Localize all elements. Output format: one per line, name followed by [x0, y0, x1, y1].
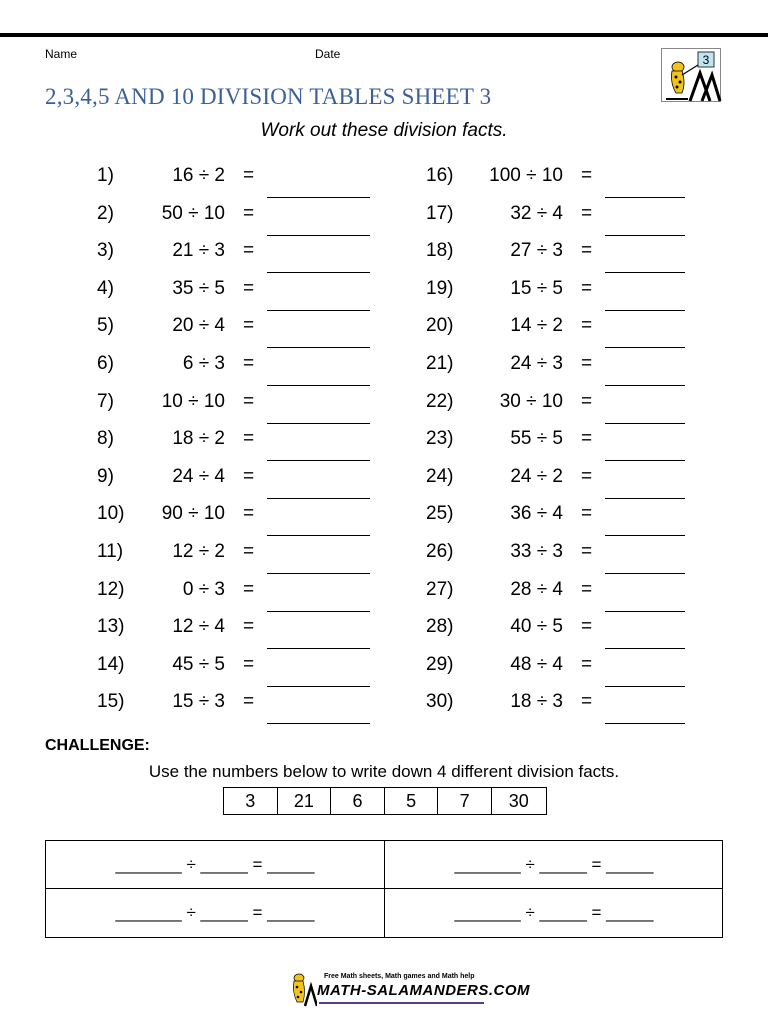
footer-tagline: Free Math sheets, Math games and Math help: [324, 973, 475, 980]
challenge-numbers-box: [223, 787, 547, 815]
equals-sign: =: [243, 616, 255, 638]
problem-expression: 21 ÷ 3: [172, 240, 225, 262]
problem-number: 16): [426, 165, 454, 186]
problem-row: [0, 654, 768, 692]
problem-number: 4): [97, 277, 114, 299]
logo-badge-text: 3: [702, 53, 710, 67]
challenge-answer-blank[interactable]: _______ ÷ _____ = _____: [454, 855, 654, 874]
answer-blank[interactable]: [605, 353, 685, 386]
problem-row: [0, 240, 768, 278]
equals-sign: =: [581, 353, 593, 374]
equals-sign: =: [243, 578, 255, 600]
problem-number: 22): [426, 390, 454, 412]
problem-number: 26): [426, 541, 454, 562]
problem-number: 30): [426, 691, 454, 713]
answer-blank[interactable]: [605, 503, 685, 536]
problem-row: [0, 579, 768, 617]
footer-underline: [319, 1002, 484, 1004]
answer-blank[interactable]: [605, 278, 685, 311]
problem-expression: 30 ÷ 10: [499, 390, 563, 412]
challenge-number: 3: [224, 788, 278, 814]
problem-expression: 18 ÷ 3: [510, 691, 563, 713]
equals-sign: =: [581, 653, 593, 675]
problem-number: 6): [97, 353, 114, 374]
problem-row: [0, 315, 768, 353]
challenge-answer-blank[interactable]: _______ ÷ _____ = _____: [454, 903, 654, 922]
answer-blank[interactable]: [605, 203, 685, 236]
problem-expression: 18 ÷ 2: [172, 428, 225, 450]
challenge-number: 30: [508, 791, 529, 811]
problem-expression: 50 ÷ 10: [161, 202, 225, 224]
problem-number: 17): [426, 202, 454, 224]
problem-number: 5): [97, 315, 114, 337]
problem-number: 21): [426, 353, 454, 374]
challenge-number: 7: [438, 788, 492, 814]
answer-blank[interactable]: [605, 315, 685, 348]
problem-expression: 24 ÷ 4: [172, 465, 225, 487]
problem-number: 11): [97, 541, 124, 562]
problem-expression: 28 ÷ 4: [510, 578, 563, 600]
problem-number: 24): [426, 465, 454, 487]
equals-sign: =: [243, 428, 255, 450]
problem-expression: 90 ÷ 10: [161, 503, 225, 525]
equals-sign: =: [243, 277, 255, 299]
problem-number: 8): [97, 428, 114, 450]
problem-number: 28): [426, 616, 454, 638]
problem-expression: 24 ÷ 2: [510, 465, 563, 487]
answer-blank[interactable]: [605, 616, 685, 649]
table-divider: [46, 888, 722, 889]
footer-brand: MATH-SALAMANDERS.COM: [317, 982, 531, 999]
answer-blank[interactable]: [605, 466, 685, 499]
problem-expression: 12 ÷ 2: [172, 541, 225, 562]
answer-blank[interactable]: [605, 240, 685, 273]
problem-row: [0, 353, 768, 391]
answer-blank[interactable]: [605, 391, 685, 424]
equals-sign: =: [243, 541, 255, 562]
problem-number: 10): [97, 503, 125, 525]
problem-number: 15): [97, 691, 125, 713]
problem-number: 20): [426, 315, 454, 337]
problem-row: [0, 203, 768, 241]
problem-number: 1): [97, 165, 114, 186]
name-label: Name: [45, 47, 78, 61]
problem-row: [0, 503, 768, 541]
problem-row: [0, 691, 768, 729]
equals-sign: =: [243, 691, 255, 713]
problem-expression: 48 ÷ 4: [510, 653, 563, 675]
problem-row: [0, 278, 768, 316]
equals-sign: =: [581, 202, 593, 224]
equals-sign: =: [581, 240, 593, 262]
table-divider: [384, 841, 385, 937]
answer-blank[interactable]: [605, 428, 685, 461]
problem-expression: 55 ÷ 5: [510, 428, 563, 450]
equals-sign: =: [243, 503, 255, 525]
problem-number: 9): [97, 465, 114, 487]
answer-blank[interactable]: [605, 165, 685, 198]
problem-expression: 0 ÷ 3: [182, 578, 225, 600]
equals-sign: =: [243, 165, 255, 186]
footer-salamander-icon: [287, 970, 317, 1008]
challenge-instruction: Use the numbers below to write down 4 different division facts.: [148, 762, 620, 781]
equals-sign: =: [581, 428, 593, 450]
challenge-answer-table: [45, 840, 723, 938]
equals-sign: =: [243, 315, 255, 337]
date-label: Date: [315, 47, 341, 61]
problem-row: [0, 616, 768, 654]
challenge-number: 5: [385, 788, 439, 814]
equals-sign: =: [581, 277, 593, 299]
problem-expression: 36 ÷ 4: [510, 503, 563, 525]
problem-number: 14): [97, 653, 125, 675]
problem-expression: 15 ÷ 3: [172, 691, 225, 713]
problem-number: 23): [426, 428, 454, 450]
problem-row: [0, 391, 768, 429]
footer-branding: [287, 970, 531, 1008]
equals-sign: =: [581, 315, 593, 337]
equals-sign: =: [581, 390, 593, 412]
equals-sign: =: [243, 390, 255, 412]
answer-blank[interactable]: [605, 579, 685, 612]
answer-blank[interactable]: [605, 541, 685, 574]
problem-row: [0, 466, 768, 504]
problem-expression: 14 ÷ 2: [510, 315, 563, 337]
problem-number: 2): [97, 202, 114, 224]
problem-number: 7): [97, 390, 114, 412]
problem-expression: 10 ÷ 10: [161, 390, 225, 412]
problem-number: 13): [97, 616, 125, 638]
problem-expression: 45 ÷ 5: [172, 653, 225, 675]
challenge-number: 21: [278, 788, 332, 814]
equals-sign: =: [581, 616, 593, 638]
problem-number: 29): [426, 653, 454, 675]
worksheet-title: 2,3,4,5 AND 10 DIVISION TABLES SHEET 3: [45, 84, 492, 109]
problem-expression: 20 ÷ 4: [172, 315, 225, 337]
problem-expression: 12 ÷ 4: [172, 616, 225, 638]
answer-blank[interactable]: [605, 691, 685, 724]
salamander-logo-icon: [661, 48, 721, 102]
problem-row: [0, 541, 768, 579]
problem-number: 25): [426, 503, 454, 525]
problem-number: 3): [97, 240, 114, 262]
answer-blank[interactable]: [605, 654, 685, 687]
problem-number: 27): [426, 578, 454, 600]
problem-expression: 40 ÷ 5: [510, 616, 563, 638]
equals-sign: =: [243, 202, 255, 224]
problem-expression: 35 ÷ 5: [172, 277, 225, 299]
equals-sign: =: [581, 578, 593, 600]
equals-sign: =: [243, 240, 255, 262]
equals-sign: =: [581, 541, 593, 562]
problem-expression: 16 ÷ 2: [172, 165, 225, 186]
problem-expression: 6 ÷ 3: [182, 353, 225, 374]
problem-number: 18): [426, 240, 454, 262]
problem-number: 12): [97, 578, 125, 600]
equals-sign: =: [581, 503, 593, 525]
equals-sign: =: [243, 653, 255, 675]
challenge-answer-blank[interactable]: _______ ÷ _____ = _____: [115, 903, 315, 922]
top-rule: [0, 33, 768, 37]
worksheet-instructions: Work out these division facts.: [260, 120, 508, 141]
challenge-title: CHALLENGE:: [45, 737, 150, 754]
problem-number: 19): [426, 277, 454, 299]
problem-expression: 27 ÷ 3: [510, 240, 563, 262]
problem-expression: 33 ÷ 3: [510, 541, 563, 562]
problem-expression: 32 ÷ 4: [510, 202, 563, 224]
equals-sign: =: [581, 165, 593, 186]
problem-expression: 24 ÷ 3: [510, 353, 563, 374]
challenge-number: 6: [331, 788, 385, 814]
equals-sign: =: [581, 465, 593, 487]
equals-sign: =: [243, 465, 255, 487]
equals-sign: =: [243, 353, 255, 374]
problem-expression: 15 ÷ 5: [510, 277, 563, 299]
problem-expression: 100 ÷ 10: [489, 165, 563, 186]
challenge-answer-blank[interactable]: _______ ÷ _____ = _____: [115, 855, 315, 874]
problem-row: [0, 165, 768, 203]
problem-row: [0, 428, 768, 466]
equals-sign: =: [581, 691, 593, 713]
